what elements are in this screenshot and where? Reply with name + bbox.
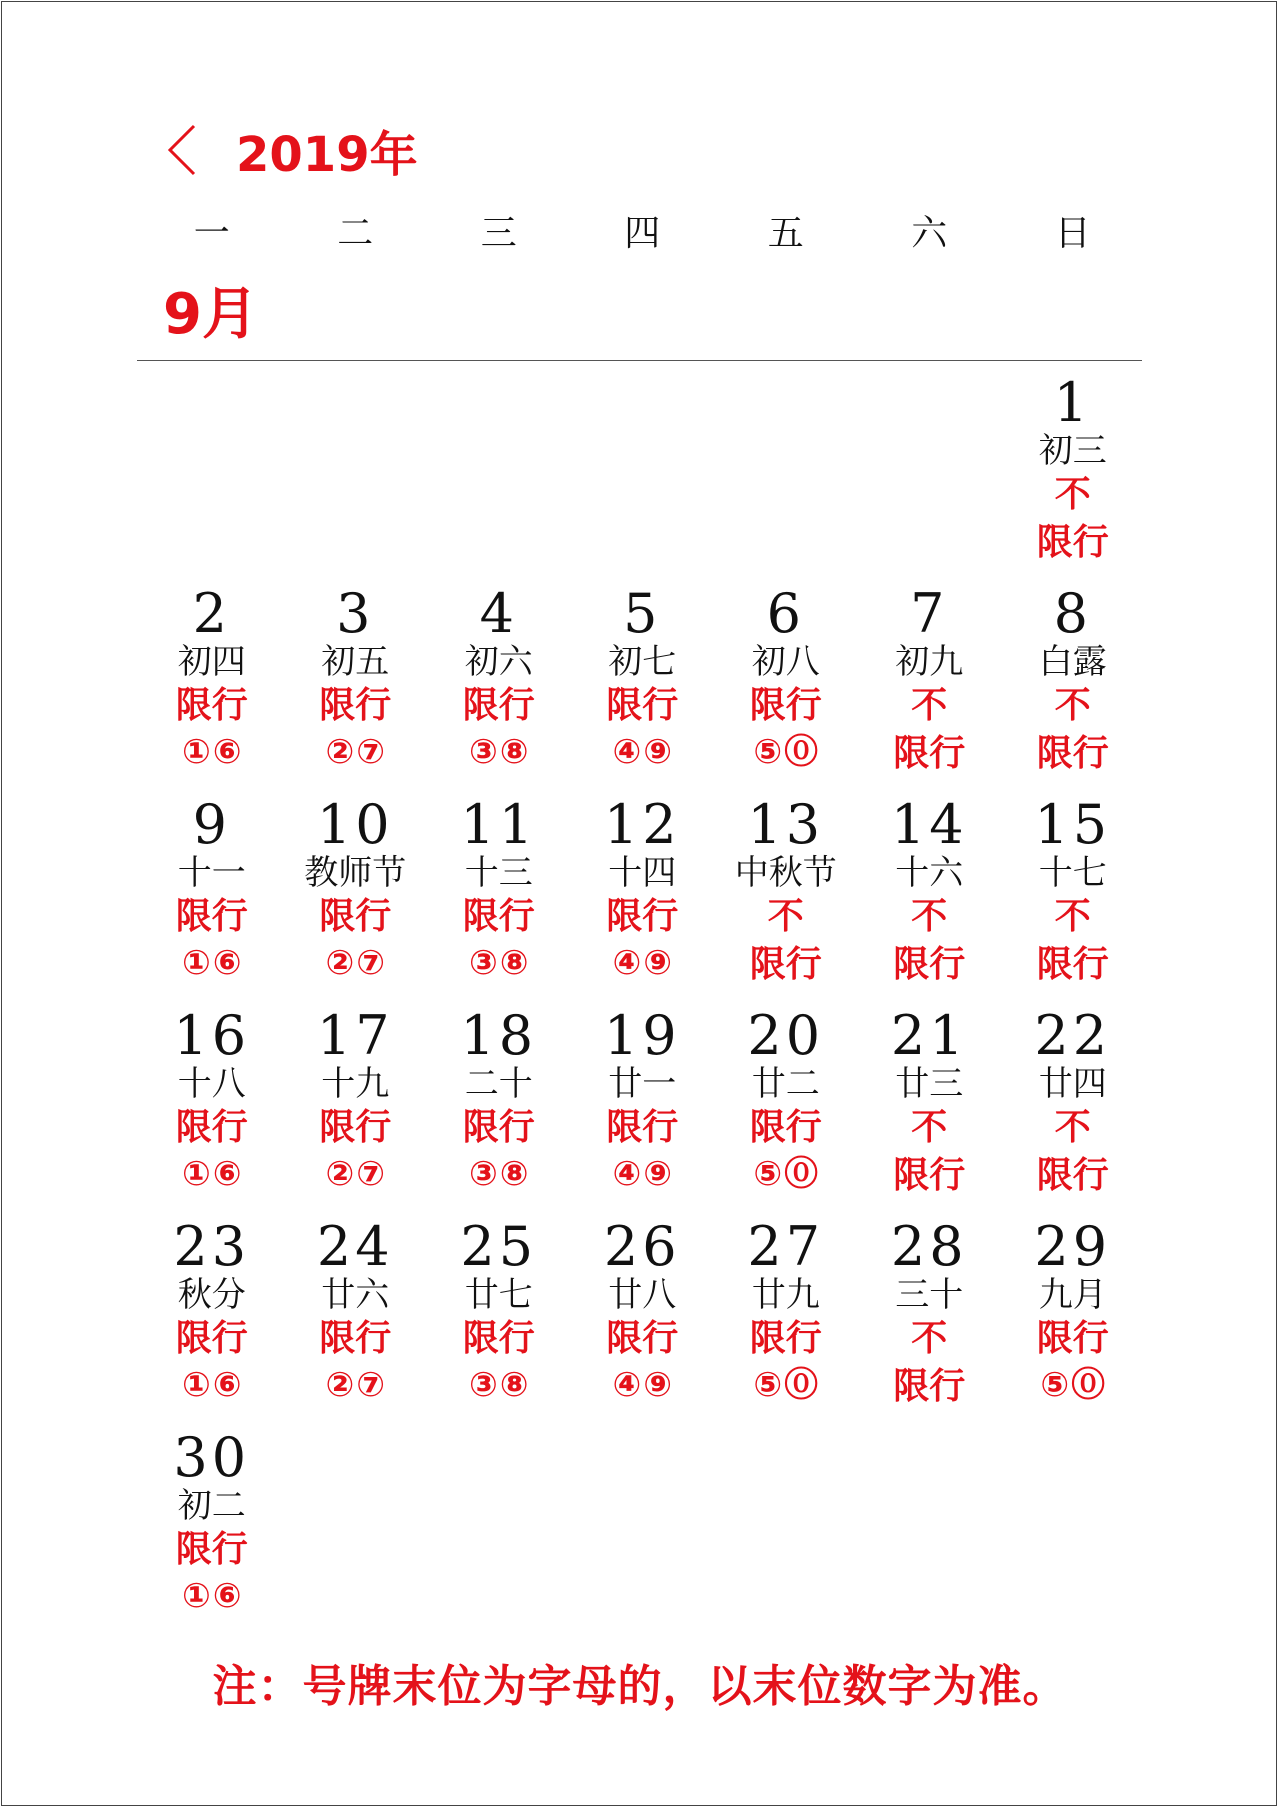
status-line: 不 bbox=[767, 896, 804, 937]
restricted-plates bbox=[612, 1152, 672, 1196]
restricted-plates bbox=[753, 1363, 818, 1407]
status-line: 不 bbox=[1054, 474, 1091, 515]
day-cell[interactable] bbox=[140, 1004, 284, 1219]
status-line: 不 bbox=[1054, 1107, 1091, 1148]
day-number: 18 bbox=[460, 1004, 538, 1067]
empty-cell bbox=[858, 375, 1002, 586]
day-number: 11 bbox=[460, 793, 538, 856]
plate-digit: ③ bbox=[468, 1154, 498, 1194]
day-cell[interactable] bbox=[858, 582, 1002, 797]
restricted-plates bbox=[182, 1574, 242, 1618]
plate-digit: ④ bbox=[612, 1365, 642, 1405]
day-number: 1 bbox=[1053, 371, 1092, 434]
lunar-date: 十一 bbox=[177, 853, 246, 893]
restricted-plates bbox=[469, 941, 529, 985]
empty-cell bbox=[714, 375, 858, 586]
lunar-date: 初六 bbox=[464, 642, 533, 682]
lunar-date: 三十 bbox=[895, 1275, 964, 1315]
lunar-date: 廿一 bbox=[608, 1064, 677, 1104]
day-cell[interactable] bbox=[858, 1004, 1002, 1219]
plate-digit: ⑤ bbox=[753, 1365, 783, 1405]
plate-digit: ⑦ bbox=[356, 732, 386, 772]
restricted-plates bbox=[753, 730, 818, 774]
lunar-date: 廿九 bbox=[751, 1275, 820, 1315]
plate-digit: ⑤ bbox=[753, 1154, 783, 1194]
status-restricted: 限行 bbox=[606, 1318, 679, 1359]
lunar-date: 中秋节 bbox=[734, 853, 837, 893]
day-number: 3 bbox=[336, 582, 375, 645]
lunar-date: 廿七 bbox=[464, 1275, 533, 1315]
day-number: 12 bbox=[603, 793, 681, 856]
status-line: 不 bbox=[1054, 685, 1091, 726]
status-restricted: 限行 bbox=[319, 1318, 392, 1359]
plate-digit: ① bbox=[181, 1154, 211, 1194]
plate-digit: ④ bbox=[612, 943, 642, 983]
day-number: 19 bbox=[603, 1004, 681, 1067]
status-restricted: 限行 bbox=[749, 1107, 822, 1148]
day-number: 4 bbox=[479, 582, 518, 645]
plate-digit: ③ bbox=[468, 943, 498, 983]
day-number: 13 bbox=[747, 793, 825, 856]
plate-digit: ③ bbox=[468, 732, 498, 772]
day-cell[interactable] bbox=[284, 582, 428, 797]
day-number: 16 bbox=[173, 1004, 251, 1067]
day-cell[interactable] bbox=[1001, 582, 1145, 797]
restricted-plates bbox=[182, 1152, 242, 1196]
day-number: 20 bbox=[747, 1004, 825, 1067]
plate-digit: ⑧ bbox=[499, 1365, 529, 1405]
lunar-date: 廿六 bbox=[321, 1275, 390, 1315]
status-restricted: 限行 bbox=[175, 896, 248, 937]
status-line: 不 bbox=[911, 896, 948, 937]
day-number: 29 bbox=[1034, 1215, 1112, 1278]
status-no-restriction bbox=[750, 893, 822, 989]
day-cell[interactable] bbox=[1001, 1004, 1145, 1219]
status-no-restriction bbox=[1037, 471, 1109, 567]
plate-digit: ⓪ bbox=[784, 732, 819, 772]
restricted-plates bbox=[325, 730, 385, 774]
plate-digit: ④ bbox=[612, 732, 642, 772]
day-number: 2 bbox=[192, 582, 231, 645]
calendar-grid bbox=[140, 371, 1145, 1641]
restricted-plates bbox=[612, 730, 672, 774]
day-cell[interactable] bbox=[140, 793, 284, 1008]
restricted-plates bbox=[612, 941, 672, 985]
calendar-header bbox=[160, 115, 418, 185]
day-cell[interactable] bbox=[427, 793, 571, 1008]
chevron-left-icon[interactable] bbox=[160, 120, 208, 180]
empty-cell bbox=[427, 375, 571, 586]
status-restricted: 限行 bbox=[1036, 1318, 1109, 1359]
status-line: 限行 bbox=[1036, 733, 1109, 774]
plate-digit: ⑧ bbox=[499, 1154, 529, 1194]
status-line: 不 bbox=[911, 1107, 948, 1148]
day-number: 25 bbox=[460, 1215, 538, 1278]
status-line: 限行 bbox=[893, 1366, 966, 1407]
plate-digit: ⑦ bbox=[356, 943, 386, 983]
day-number: 10 bbox=[316, 793, 394, 856]
day-number: 24 bbox=[316, 1215, 394, 1278]
day-cell[interactable] bbox=[714, 1215, 858, 1430]
plate-digit: ① bbox=[181, 943, 211, 983]
day-cell[interactable] bbox=[140, 1215, 284, 1430]
plate-digit: ③ bbox=[468, 1365, 498, 1405]
lunar-date: 廿二 bbox=[751, 1064, 820, 1104]
weekday-mon: 一 bbox=[193, 213, 230, 254]
plate-digit: ① bbox=[181, 732, 211, 772]
status-restricted: 限行 bbox=[462, 1107, 535, 1148]
day-cell[interactable] bbox=[1001, 1215, 1145, 1430]
day-number: 28 bbox=[890, 1215, 968, 1278]
plate-digit: ⓪ bbox=[1071, 1365, 1106, 1405]
restricted-plates bbox=[182, 941, 242, 985]
status-restricted: 限行 bbox=[175, 1107, 248, 1148]
status-restricted: 限行 bbox=[462, 896, 535, 937]
day-number: 7 bbox=[910, 582, 949, 645]
plate-digit: ① bbox=[181, 1576, 211, 1616]
plate-digit: ⑦ bbox=[356, 1154, 386, 1194]
status-no-restriction bbox=[1037, 1104, 1109, 1200]
status-line: 不 bbox=[911, 685, 948, 726]
lunar-date: 廿四 bbox=[1038, 1064, 1107, 1104]
day-cell[interactable] bbox=[284, 1004, 428, 1219]
status-line: 限行 bbox=[1036, 1155, 1109, 1196]
lunar-date: 廿八 bbox=[608, 1275, 677, 1315]
day-number: 21 bbox=[890, 1004, 968, 1067]
plate-digit: ② bbox=[325, 943, 355, 983]
day-cell[interactable] bbox=[284, 793, 428, 1008]
lunar-date: 十六 bbox=[895, 853, 964, 893]
weekday-sat: 六 bbox=[911, 213, 948, 254]
day-number: 9 bbox=[192, 793, 231, 856]
plate-digit: ⑤ bbox=[1040, 1365, 1070, 1405]
lunar-date: 初五 bbox=[321, 642, 390, 682]
plate-digit: ⑦ bbox=[356, 1365, 386, 1405]
restricted-plates bbox=[325, 1152, 385, 1196]
weekday-wed: 三 bbox=[480, 213, 517, 254]
weekday-fri: 五 bbox=[767, 213, 804, 254]
status-line: 不 bbox=[911, 1318, 948, 1359]
status-restricted: 限行 bbox=[462, 685, 535, 726]
restricted-plates bbox=[753, 1152, 818, 1196]
lunar-date: 二十 bbox=[464, 1064, 533, 1104]
weekday-header-row bbox=[140, 205, 1140, 256]
lunar-date: 初三 bbox=[1038, 431, 1107, 471]
status-no-restriction bbox=[1037, 682, 1109, 778]
lunar-date: 十八 bbox=[177, 1064, 246, 1104]
day-number: 6 bbox=[766, 582, 805, 645]
lunar-date: 九月 bbox=[1038, 1275, 1107, 1315]
empty-cell bbox=[571, 375, 715, 586]
status-line: 不 bbox=[1054, 896, 1091, 937]
day-cell[interactable] bbox=[1001, 371, 1145, 586]
footnote: 注：号牌末位为字母的，以末位数字为准。 bbox=[212, 1661, 1068, 1712]
day-cell[interactable] bbox=[571, 582, 715, 797]
plate-digit: ⑨ bbox=[643, 943, 673, 983]
lunar-date: 十三 bbox=[464, 853, 533, 893]
weekday-tue: 二 bbox=[337, 213, 374, 254]
plate-digit: ⑤ bbox=[753, 732, 783, 772]
restricted-plates bbox=[325, 941, 385, 985]
status-restricted: 限行 bbox=[606, 685, 679, 726]
day-number: 22 bbox=[1034, 1004, 1112, 1067]
status-line: 限行 bbox=[749, 944, 822, 985]
weekday-sun: 日 bbox=[1054, 213, 1091, 254]
plate-digit: ⑥ bbox=[212, 1365, 242, 1405]
plate-digit: ⑨ bbox=[643, 1365, 673, 1405]
day-number: 8 bbox=[1053, 582, 1092, 645]
empty-cell bbox=[284, 375, 428, 586]
status-restricted: 限行 bbox=[175, 1318, 248, 1359]
day-cell[interactable] bbox=[571, 793, 715, 1008]
lunar-date: 初九 bbox=[895, 642, 964, 682]
plate-digit: ⓪ bbox=[784, 1365, 819, 1405]
plate-digit: ② bbox=[325, 1365, 355, 1405]
status-no-restriction bbox=[893, 1315, 965, 1411]
status-restricted: 限行 bbox=[749, 685, 822, 726]
empty-cell bbox=[140, 375, 284, 586]
restricted-plates bbox=[469, 1363, 529, 1407]
lunar-date: 十七 bbox=[1038, 853, 1107, 893]
status-no-restriction bbox=[893, 1104, 965, 1200]
restricted-plates bbox=[325, 1363, 385, 1407]
plate-digit: ② bbox=[325, 1154, 355, 1194]
restricted-plates bbox=[612, 1363, 672, 1407]
lunar-date: 秋分 bbox=[177, 1275, 246, 1315]
day-cell[interactable] bbox=[427, 1215, 571, 1430]
restricted-plates bbox=[182, 1363, 242, 1407]
day-cell[interactable] bbox=[714, 1004, 858, 1219]
status-restricted: 限行 bbox=[175, 1529, 248, 1570]
day-cell[interactable] bbox=[571, 1215, 715, 1430]
day-number: 15 bbox=[1034, 793, 1112, 856]
lunar-date: 初四 bbox=[177, 642, 246, 682]
day-cell[interactable] bbox=[427, 1004, 571, 1219]
month-title: 9月 bbox=[163, 282, 258, 347]
day-number: 17 bbox=[316, 1004, 394, 1067]
status-no-restriction bbox=[1037, 893, 1109, 989]
plate-digit: ⑧ bbox=[499, 732, 529, 772]
plate-digit: ⑨ bbox=[643, 732, 673, 772]
year-title[interactable]: 2019年 bbox=[236, 126, 418, 183]
plate-digit: ① bbox=[181, 1365, 211, 1405]
restricted-plates bbox=[469, 730, 529, 774]
lunar-date: 初二 bbox=[177, 1486, 246, 1526]
plate-digit: ⑥ bbox=[212, 943, 242, 983]
status-line: 限行 bbox=[1036, 522, 1109, 563]
status-restricted: 限行 bbox=[462, 1318, 535, 1359]
weekday-thu: 四 bbox=[624, 213, 661, 254]
day-cell[interactable] bbox=[1001, 793, 1145, 1008]
day-number: 5 bbox=[623, 582, 662, 645]
day-number: 23 bbox=[173, 1215, 251, 1278]
status-restricted: 限行 bbox=[319, 1107, 392, 1148]
plate-digit: ⑨ bbox=[643, 1154, 673, 1194]
day-cell[interactable] bbox=[427, 582, 571, 797]
lunar-date: 初七 bbox=[608, 642, 677, 682]
lunar-date: 十四 bbox=[608, 853, 677, 893]
plate-digit: ② bbox=[325, 732, 355, 772]
divider bbox=[137, 360, 1142, 361]
status-line: 限行 bbox=[1036, 944, 1109, 985]
status-line: 限行 bbox=[893, 733, 966, 774]
restricted-plates bbox=[469, 1152, 529, 1196]
plate-digit: ④ bbox=[612, 1154, 642, 1194]
day-cell[interactable] bbox=[140, 582, 284, 797]
lunar-date: 十九 bbox=[321, 1064, 390, 1104]
status-restricted: 限行 bbox=[606, 1107, 679, 1148]
plate-digit: ⑥ bbox=[212, 1576, 242, 1616]
day-cell[interactable] bbox=[284, 1215, 428, 1430]
day-cell[interactable] bbox=[858, 1215, 1002, 1430]
day-number: 14 bbox=[890, 793, 968, 856]
plate-digit: ⑥ bbox=[212, 1154, 242, 1194]
day-number: 27 bbox=[747, 1215, 825, 1278]
day-cell[interactable] bbox=[714, 793, 858, 1008]
status-line: 限行 bbox=[893, 944, 966, 985]
status-restricted: 限行 bbox=[749, 1318, 822, 1359]
status-restricted: 限行 bbox=[175, 685, 248, 726]
day-number: 30 bbox=[173, 1426, 251, 1489]
lunar-date: 白露 bbox=[1038, 642, 1107, 682]
day-number: 26 bbox=[603, 1215, 681, 1278]
plate-digit: ⑧ bbox=[499, 943, 529, 983]
status-restricted: 限行 bbox=[319, 685, 392, 726]
restricted-plates bbox=[182, 730, 242, 774]
day-cell[interactable] bbox=[714, 582, 858, 797]
status-restricted: 限行 bbox=[319, 896, 392, 937]
plate-digit: ⑥ bbox=[212, 732, 242, 772]
lunar-date: 初八 bbox=[751, 642, 820, 682]
status-no-restriction bbox=[893, 682, 965, 778]
status-line: 限行 bbox=[893, 1155, 966, 1196]
status-restricted: 限行 bbox=[606, 896, 679, 937]
plate-digit: ⓪ bbox=[784, 1154, 819, 1194]
status-no-restriction bbox=[893, 893, 965, 989]
lunar-date: 教师节 bbox=[304, 853, 407, 893]
day-cell[interactable] bbox=[858, 793, 1002, 1008]
restricted-plates bbox=[1040, 1363, 1105, 1407]
day-cell[interactable] bbox=[571, 1004, 715, 1219]
lunar-date: 廿三 bbox=[895, 1064, 964, 1104]
day-cell[interactable] bbox=[140, 1426, 284, 1641]
